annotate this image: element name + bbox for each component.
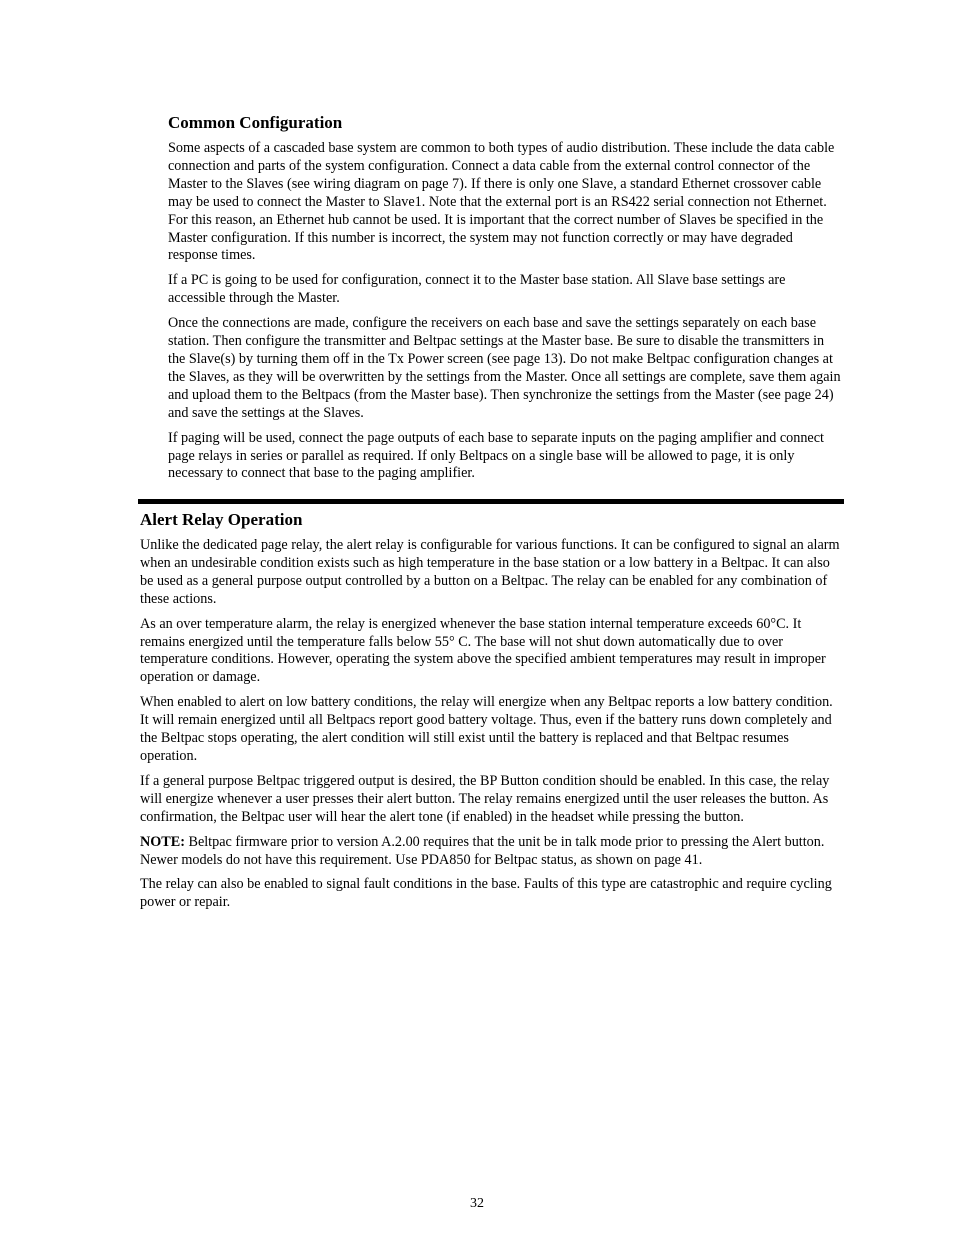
note-paragraph: [140, 834, 844, 870]
alert-relay-final-paragraph: The relay can also be enabled to signal fault conditions in the base. Faults of this type are catastrophic and require cycling power or repair.: [140, 876, 832, 911]
alert-relay-paragraph-4: If a general purpose Beltpac triggered output is desired, the BP Button condition should be enabled. In this case, the relay will energize whenever a user presses their alert button. The relay remains energized until the user releases the button. As confirmation, the Beltpac user will hear the alert tone (if enabled) in the headset while pressing the button.: [140, 772, 830, 825]
common-configuration-paragraph-2: If a PC is going to be used for configuration, connect it to the Master base station. All Slave base settings are accessible through the Master.: [168, 272, 786, 307]
alert-relay-paragraph-3: When enabled to alert on low battery conditions, the relay will energize when any Beltpac reports a low battery condition. It will remain energized until all Beltpacs report good battery voltage. Thus, even if the battery runs down completely and the Beltpac stops operating, the alert condition will still exist until the battery is replaced and that Beltpac resumes operation.: [140, 694, 833, 764]
common-configuration-paragraph-4: If paging will be used, connect the page outputs of each base to separate inputs on the paging amplifier and connect page relays in series or parallel as required. If only Beltpacs on a single base will be allowed to page, it is only necessary to connect that base to the paging amplifier.: [168, 429, 824, 482]
common-configuration-paragraph-3: Once the connections are made, configure the receivers on each base and save the settings separately on each base station. Then configure the transmitter and Beltpac settings at the Master base. Be sure to disable the transmitters in the Slave(s) by turning them off in the Tx Power screen (see page 13). Do not make Beltpac configuration changes at the Slaves, as they will be overwritten by the settings from the Master. Once all settings are complete, save them again and upload them to the Beltpacs (from the Master base). Then synchronize the settings from the Master (see page 24) and save the settings at the Slaves.: [168, 315, 841, 421]
alert-relay-operation-section: [140, 509, 844, 919]
note-label: NOTE:: [140, 833, 185, 850]
common-configuration-section: [168, 112, 844, 490]
common-configuration-heading: Common Configuration: [168, 113, 343, 132]
alert-relay-paragraph-1: Unlike the dedicated page relay, the alert relay is configurable for various functions. It can be configured to signal an alarm when an undesirable condition exists such as high temperature in the base station or a low battery in a Beltpac. It can also be used as a general purpose output controlled by a button on a Beltpac. The relay can be enabled for any combination of these actions.: [140, 537, 840, 607]
common-configuration-paragraph-1: Some aspects of a cascaded base system are common to both types of audio distribution. These include the data cable connection and parts of the system configuration. Connect a data cable from the external control connector of the Master to the Slaves (see wiring diagram on page 7). If there is only one Slave, a standard Ethernet crossover cable may be used to connect the Master to Slave1. Note that the external port is an RS422 serial connection not Ethernet. For this reason, an Ethernet hub cannot be used. It is important that the correct number of Slaves be specified in the Master configuration. If this number is incorrect, the system may not function correctly or may have degraded response times.: [168, 140, 835, 264]
section-divider-rule: [138, 499, 844, 504]
alert-relay-operation-heading: Alert Relay Operation: [140, 510, 303, 529]
alert-relay-paragraph-2: As an over temperature alarm, the relay is energized whenever the base station internal temperature exceeds 60°C. It remains energized until the temperature falls below 55° C. The base will not shut down automatically due to over temperature conditions. However, operating the system above the specified ambient temperatures may result in improper operation or damage.: [140, 615, 826, 686]
page-number: 32: [470, 1196, 484, 1211]
note-text: Beltpac firmware prior to version A.2.00 requires that the unit be in talk mode prior to pressing the Alert button. Newer models do not have this requirement. Use PDA850 for Beltpac status, as shown on page 41.: [140, 833, 825, 868]
